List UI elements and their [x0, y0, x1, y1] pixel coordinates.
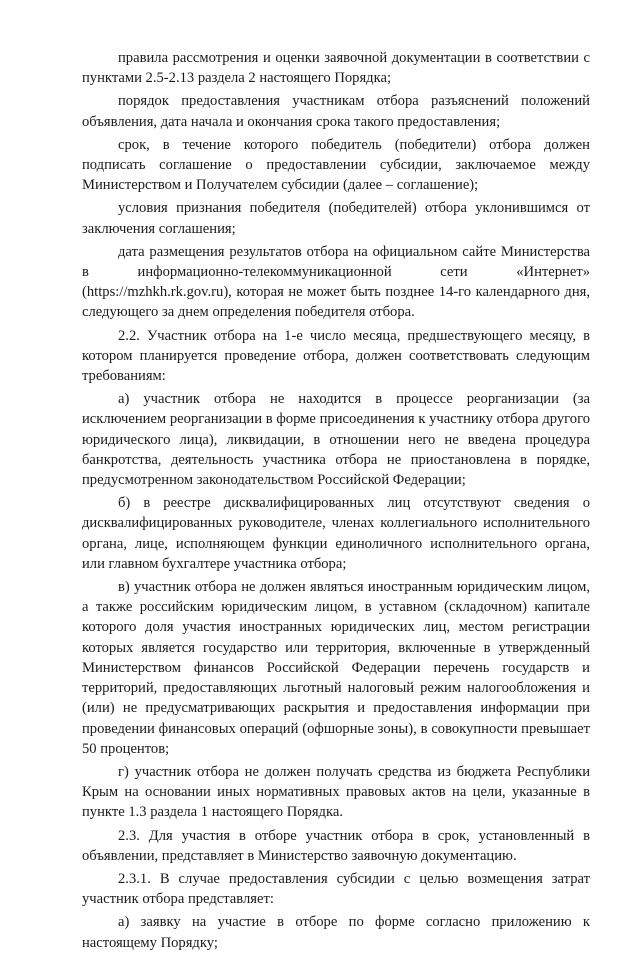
paragraph-signing-deadline: срок, в течение которого победитель (победители) отбора должен подписать соглашение о предоставлении субсидии, заключаемое между Министерством и Получателем субсидии (далее – соглашение); [82, 136, 590, 194]
paragraph-2-3-1: 2.3.1. В случае предоставления субсидии с целью возмещения затрат участник отбора представляет: [82, 870, 590, 908]
paragraph-2-2-g: г) участник отбора не должен получать средства из бюджета Республики Крым на основании иных нормативных правовых актов на цели, указанные в пункте 1.3 раздела 1 настоящего Порядка. [82, 763, 590, 821]
paragraph-evasion-conditions: условия признания победителя (победителей) отбора уклонившимся от заключения соглашения; [82, 200, 590, 237]
paragraph-2-2-b: б) в реестре дисквалифицированных лиц отсутствуют сведения о дисквалифицированных руководителе, членах коллегиального исполнительного органа, лице, исполняющем функции единоличного исполнительного органа, или главном бухгалтере участника отбора; [82, 495, 590, 572]
paragraph-2-2-v: в) участник отбора не должен являться иностранным юридическим лицом, а также российским юридическим лицом, в уставном (складочном) капитале которого доля участия иностранных юридических лиц, местом регистрации которых является государство или территория, включенные в утвержденный Министерством финансов Российской Федерации перечень государств и территорий, предоставляющих льготный налоговый режим налогообложения и (или) не предусматривающих раскрытия и предоставления информации при проведении финансовых операций (офшорные зоны), в совокупности превышает 50 процентов; [82, 579, 590, 757]
document-body [82, 48, 590, 956]
paragraph-evaluation-rules: правила рассмотрения и оценки заявочной документации в соответствии с пунктами 2.5-2.13 раздела 2 настоящего Порядка; [82, 50, 590, 87]
paragraph-2-2-a: а) участник отбора не находится в процессе реорганизации (за исключением реорганизации в форме присоединения к участнику отбора другого юридического лица), ликвидации, в отношении него не введена процедура банкротства, деятельность участника отбора не приостановлена в порядке, предусмотренном законодательством Российской Федерации; [82, 391, 590, 489]
paragraph-clarifications: порядок предоставления участникам отбора разъяснений положений объявления, дата начала и окончания срока такого предоставления; [82, 93, 590, 130]
paragraph-results-publication: дата размещения результатов отбора на официальном сайте Министерства в информационно-телекоммуникационной сети «Интернет» (https://mzhkh.rk.gov.ru), которая не может быть позднее 14-го календарного дня, следующего за днем определения победителя отбора. [82, 243, 590, 321]
paragraph-2-2: 2.2. Участник отбора на 1-е число месяца, предшествующего месяцу, в котором планируется проведение отбора, должен соответствовать следующим требованиям: [82, 327, 590, 385]
paragraph-2-3-1-a: а) заявку на участие в отборе по форме согласно приложению к настоящему Порядку; [82, 914, 590, 951]
paragraph-2-3: 2.3. Для участия в отборе участник отбора в срок, установленный в объявлении, представляет в Министерство заявочную документацию. [82, 827, 590, 864]
